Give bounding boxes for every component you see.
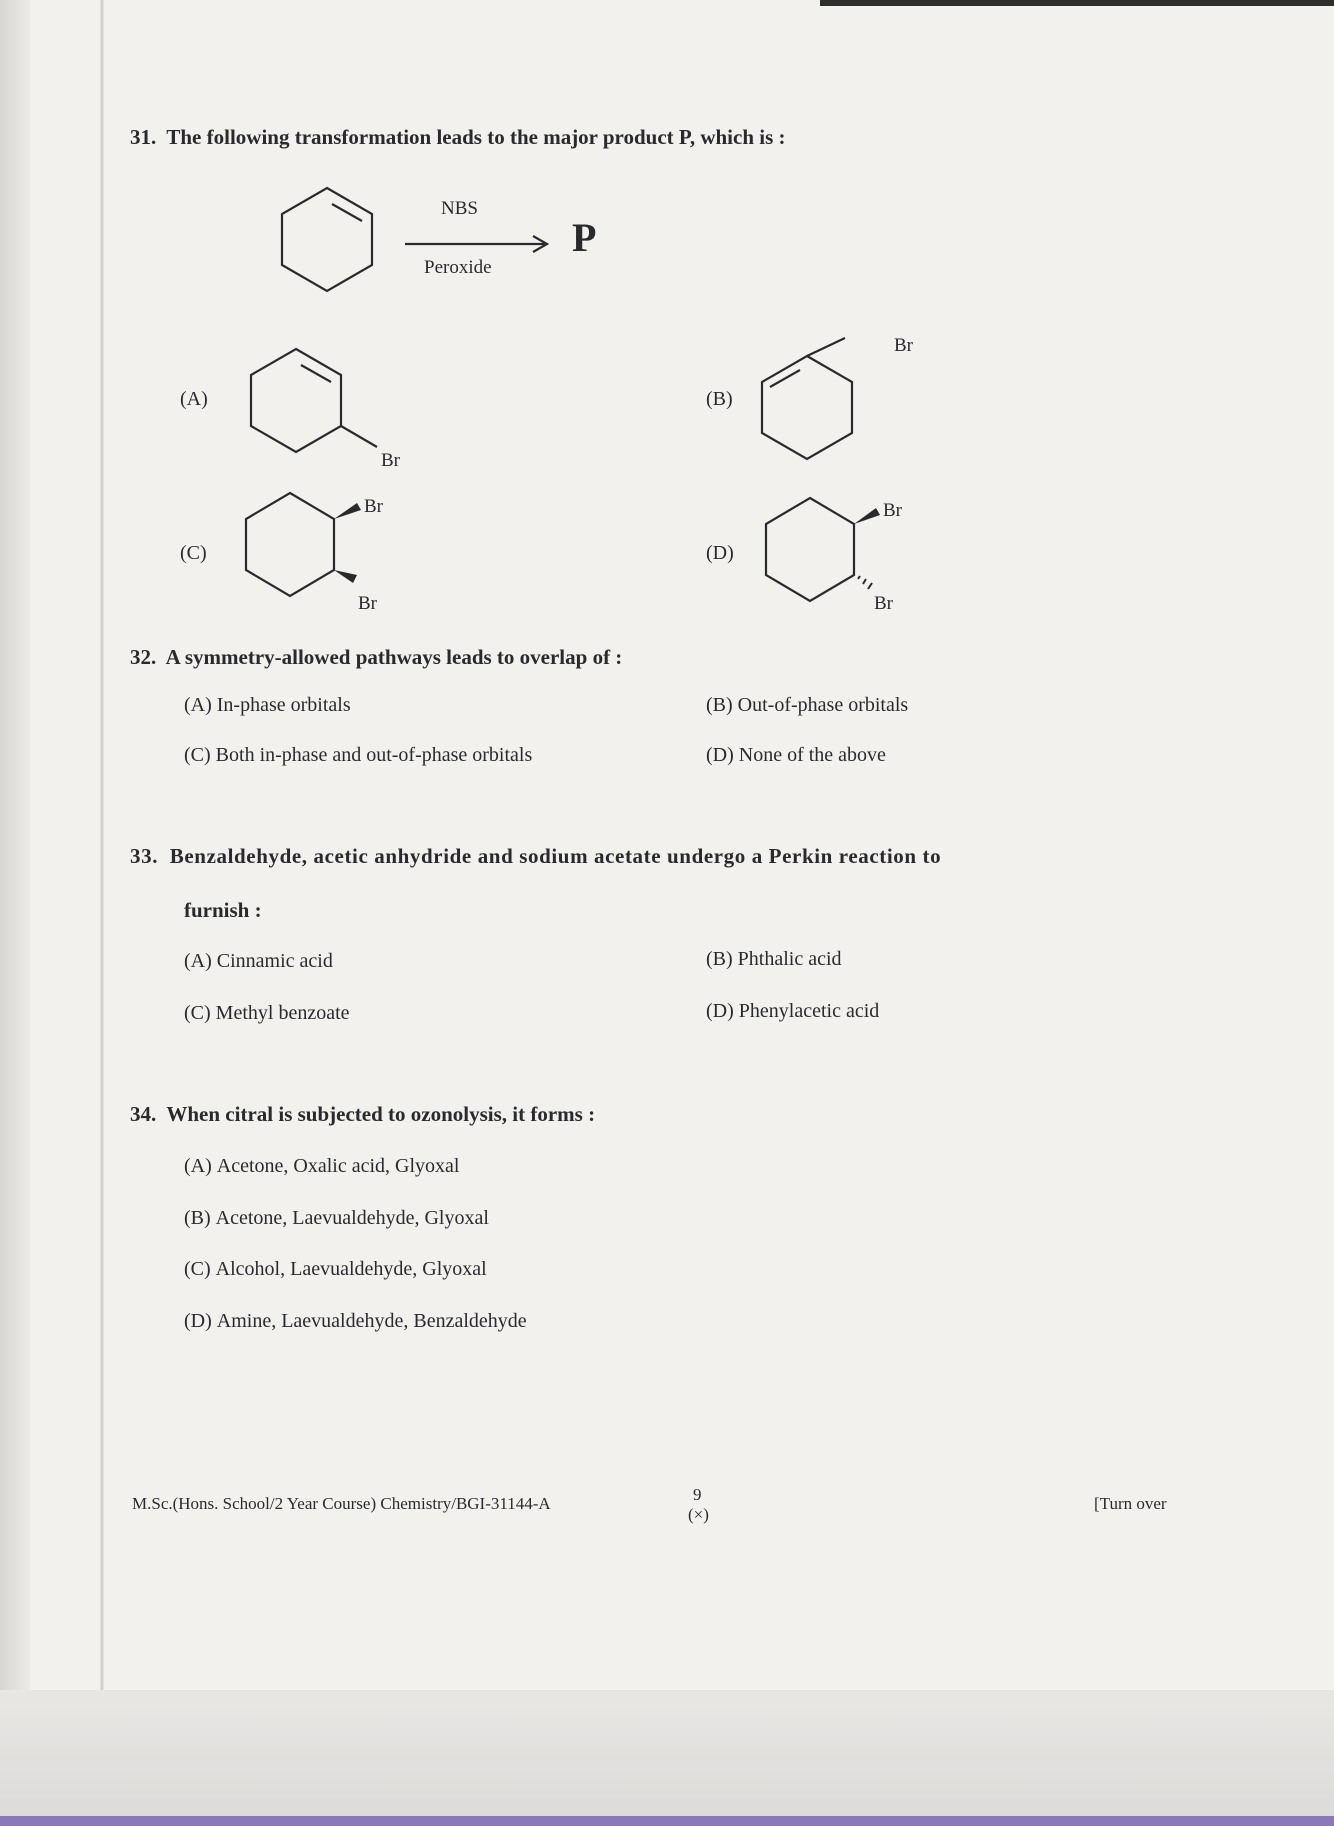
option-a-ring (251, 349, 341, 452)
option-b-br-bond (807, 338, 845, 356)
reactant-cyclohexene-ring (282, 188, 372, 291)
question-34 (130, 1102, 595, 1127)
option-d-ring (766, 498, 854, 601)
question-text-line1: Benzaldehyde, acetic anhydride and sodium acetate undergo a Perkin reaction to (169, 844, 942, 868)
option-a-br-bond (341, 426, 377, 447)
option-c-wedge-bottom (334, 570, 357, 583)
q32-option-a: (A) In-phase orbitals (184, 694, 351, 716)
reagent-nbs: NBS (441, 198, 478, 219)
option-d-hash-bond (858, 576, 872, 589)
question-text: The following transformation leads to the major product P, which is : (166, 125, 786, 149)
q32-option-d: (D) None of the above (706, 744, 886, 766)
q33-option-d: (D) Phenylacetic acid (706, 1000, 880, 1022)
question-32 (130, 645, 622, 670)
q33-option-a: (A) Cinnamic acid (184, 950, 333, 972)
question-33-line2: furnish : (184, 898, 262, 922)
question-number: 31. (130, 125, 157, 149)
q33-option-b: (B) Phthalic acid (706, 948, 842, 970)
q32-option-c: (C) Both in-phase and out-of-phase orbitals (184, 744, 533, 766)
question-number: 32. (130, 645, 157, 669)
option-d-br-bottom: Br (874, 593, 893, 614)
option-c-label: (C) (180, 542, 207, 564)
question-33 (130, 844, 941, 869)
question-number: 34. (130, 1102, 157, 1126)
footer-page-number: 9 (693, 1485, 702, 1504)
q32-option-b: (B) Out-of-phase orbitals (706, 694, 909, 716)
option-b-label: (B) (706, 388, 733, 410)
q34-option-a: (A) Acetone, Oxalic acid, Glyoxal (184, 1155, 460, 1177)
reagent-peroxide: Peroxide (424, 257, 492, 278)
option-c-wedge-top (334, 503, 361, 519)
option-c-ring (246, 493, 334, 596)
option-b-double-bond (770, 370, 800, 387)
footer-course: M.Sc.(Hons. School/2 Year Course) Chemistry/BGI-31144-A (132, 1494, 551, 1513)
question-text: A symmetry-allowed pathways leads to overlap of : (165, 645, 623, 669)
footer-turn-over: [Turn over (1094, 1494, 1167, 1513)
option-c-br-top: Br (364, 496, 383, 517)
option-b-ring (762, 356, 852, 459)
option-a-br: Br (381, 450, 400, 471)
option-d-label: (D) (706, 542, 734, 564)
q34-option-b: (B) Acetone, Laevualdehyde, Glyoxal (184, 1207, 489, 1229)
question-text: When citral is subjected to ozonolysis, it forms : (166, 1102, 596, 1126)
option-b-br: Br (894, 335, 913, 356)
option-c-br-bottom: Br (358, 593, 377, 614)
q34-option-c: (C) Alcohol, Laevualdehyde, Glyoxal (184, 1258, 487, 1280)
option-d-wedge-top (854, 508, 880, 524)
option-d-br-top: Br (883, 500, 902, 521)
product-p: P (572, 215, 597, 260)
q33-option-c: (C) Methyl benzoate (184, 1002, 350, 1024)
question-number: 33. (130, 844, 159, 868)
q34-option-d: (D) Amine, Laevualdehyde, Benzaldehyde (184, 1310, 527, 1332)
footer-mark: (×) (688, 1505, 709, 1524)
option-a-label: (A) (180, 388, 208, 410)
